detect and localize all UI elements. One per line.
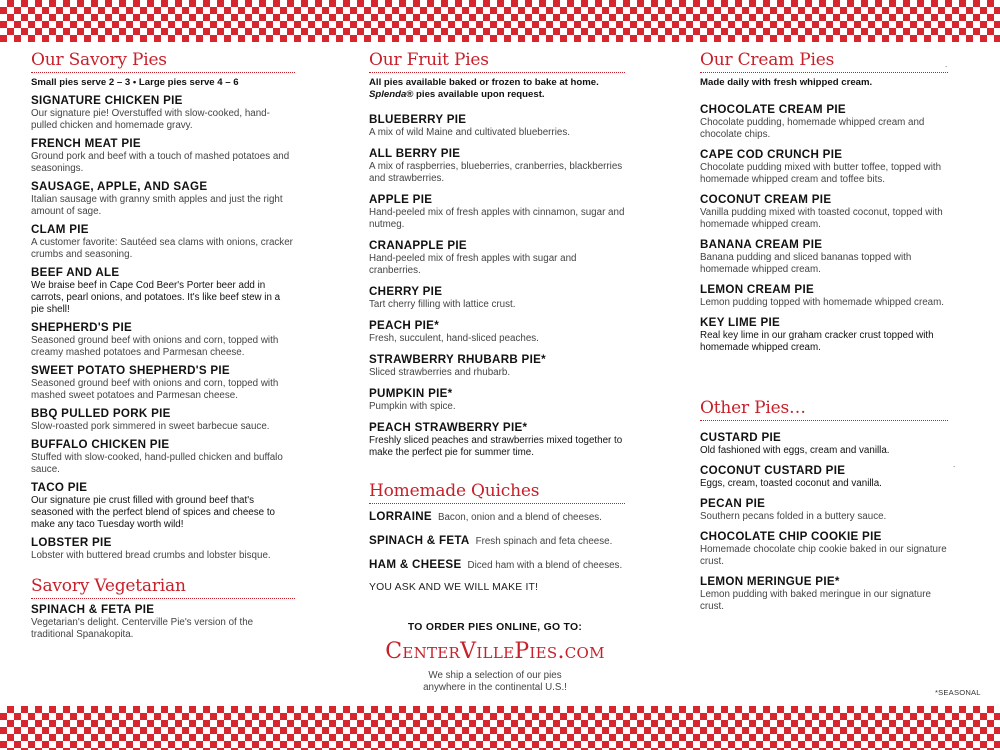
menu-item-description: We braise beef in Cape Cod Beer's Porter beer add in carrots, pearl onions, and potatoes. It's like beef stew in a pie shell! [31,280,281,315]
menu-item [369,239,625,277]
menu-item-description: Lobster with buttered bread crumbs and lobster bisque. [31,550,271,561]
menu-item-description: Fresh, succulent, hand-sliced peaches. [369,333,539,344]
menu-item [31,481,295,531]
menu-item [31,364,295,402]
fruit-note-line2: ® pies available upon request. [406,89,545,100]
menu-item-name: COCONUT CUSTARD PIE [700,464,846,477]
ask-line: YOU ASK AND WE WILL MAKE IT! [369,582,539,593]
menu-item [369,113,625,139]
menu-item [31,603,295,641]
menu-item-name: BBQ PULLED PORK PIE [31,407,171,420]
menu-item-name: STRAWBERRY RHUBARB PIE* [369,353,546,366]
menu-item-description: Our signature pie! Overstuffed with slow-cooked, hand-pulled chicken and homemade gravy. [31,108,270,131]
shipping-line-1: We ship a selection of our pies [428,670,562,681]
menu-item-description: Ground pork and beef with a touch of mashed potatoes and seasonings. [31,151,290,174]
menu-item-description: Real key lime in our graham cracker crust topped with homemade whipped cream. [700,330,934,353]
menu-item-name: KEY LIME PIE [700,316,781,329]
menu-item-name: PECAN PIE [700,497,766,510]
menu-item-description: Pumpkin with spice. [369,401,456,412]
quiche-name: LORRAINE [369,510,432,523]
menu-item-description: Lemon pudding topped with homemade whipped cream. [700,297,944,308]
section-title-fruit: Our Fruit Pies [369,50,625,73]
menu-item-description: Southern pecans folded in a buttery sauce. [700,511,887,522]
menu-item-name: SPINACH & FETA PIE [31,603,155,616]
menu-item-description: Chocolate pudding, homemade whipped cream and chocolate chips. [700,117,925,140]
menu-item [700,148,948,186]
menu-item-name: APPLE PIE [369,193,433,206]
menu-item-description: Lemon pudding with baked meringue in our signature crust. [700,589,931,612]
menu-item-name: TACO PIE [31,481,88,494]
menu-item [700,193,948,231]
quiche-list [369,510,625,573]
quiche-item [369,510,625,525]
menu-item [369,353,625,379]
menu-item-name: CHOCOLATE CREAM PIE [700,103,846,116]
menu-item-name: CHOCOLATE CHIP COOKIE PIE [700,530,882,543]
menu-item-name: BANANA CREAM PIE [700,238,823,251]
menu-item [31,137,295,175]
menu-item-name: SAUSAGE, APPLE, AND SAGE [31,180,208,193]
menu-item-description: Seasoned ground beef with onions and corn, topped with mashed sweet potatoes and Parmesan cheese. [31,378,279,401]
menu-item-name: CHERRY PIE [369,285,443,298]
menu-item [700,530,948,568]
menu-item-name: BEEF AND ALE [31,266,120,279]
column-fruit [369,50,625,593]
menu-item-name: FRENCH MEAT PIE [31,137,141,150]
menu-item [31,321,295,359]
quiche-name: SPINACH & FETA [369,534,470,547]
menu-item-description: Hand-peeled mix of fresh apples with sugar and cranberries. [369,253,577,276]
order-online-block [370,622,620,694]
menu-item [700,238,948,276]
menu-item-name: CAPE COD CRUNCH PIE [700,148,843,161]
menu-item-description: A mix of wild Maine and cultivated blueberries. [369,127,570,138]
menu-item-description: Freshly sliced peaches and strawberries mixed together to make the perfect pie for summer time. [369,435,623,458]
order-online-line: TO ORDER PIES ONLINE, GO TO: [407,622,583,633]
menu-item [31,94,295,132]
splenda-label: Splenda [369,89,407,100]
menu-item [31,180,295,218]
menu-item [369,421,625,459]
website-link[interactable]: CenterVillePies.com [385,639,605,664]
section-title-vegetarian: Savory Vegetarian [31,576,295,599]
menu-item [31,266,295,316]
menu-item-name: CRANAPPLE PIE [369,239,467,252]
menu-item-name: LEMON CREAM PIE [700,283,815,296]
menu-item-description: Slow-roasted pork simmered in sweet barbecue sauce. [31,421,270,432]
menu-item [31,536,295,562]
cream-note: Made daily with fresh whipped cream. [700,77,873,88]
menu-item-name: SWEET POTATO SHEPHERD'S PIE [31,364,230,377]
menu-item [31,438,295,476]
menu-item-name: SHEPHERD'S PIE [31,321,133,334]
menu-item [700,497,948,523]
cream-list [700,103,948,354]
vegetarian-list [31,603,295,641]
menu-item-description: Chocolate pudding mixed with butter toffee, topped with homemade whipped cream and toffee bits. [700,162,942,185]
menu-item-description: Eggs, cream, toasted coconut and vanilla. [700,478,882,489]
menu-item-description: Homemade chocolate chip cookie baked in our signature crust. [700,544,947,567]
menu-item-description: Old fashioned with eggs, cream and vanilla. [700,445,890,456]
menu-item [369,387,625,413]
menu-item [369,319,625,345]
menu-item-name: CUSTARD PIE [700,431,782,444]
quiche-description: Diced ham with a blend of cheeses. [467,560,623,571]
fruit-note [369,77,625,101]
quiche-description: Bacon, onion and a blend of cheeses. [437,512,602,523]
menu-item-name: BLUEBERRY PIE [369,113,467,126]
menu-item-description: Vegetarian's delight. Centerville Pie's version of the traditional Spanakopita. [31,617,254,640]
menu-item-name: PUMPKIN PIE* [369,387,453,400]
menu-item-description: Seasoned ground beef with onions and corn, topped with creamy mashed potatoes and Parmesan cheese. [31,335,279,358]
section-title-other: Other Pies… [700,398,948,421]
menu-item-description: A mix of raspberries, blueberries, cranberries, blackberries and strawberries. [369,161,623,184]
menu-item-name: PEACH STRAWBERRY PIE* [369,421,528,434]
menu-item-name: BUFFALO CHICKEN PIE [31,438,170,451]
section-title-savory: Our Savory Pies [31,50,295,73]
checkered-border-bottom [0,706,1000,750]
menu-item [369,147,625,185]
menu-item-description: Italian sausage with granny smith apples and just the right amount of sage. [31,194,283,217]
menu-item [700,316,948,354]
column-cream [700,50,948,620]
menu-item [700,464,948,490]
menu-item [700,283,948,309]
quiche-description: Fresh spinach and feta cheese. [475,536,613,547]
menu-item-name: PEACH PIE* [369,319,440,332]
menu-item [700,431,948,457]
menu-item-name: ALL BERRY PIE [369,147,461,160]
menu-item-description: Tart cherry filling with lattice crust. [369,299,516,310]
section-title-quiches: Homemade Quiches [369,481,625,504]
fruit-note-line1: All pies available baked or frozen to bake at home. [369,77,599,88]
seasonal-footnote: *SEASONAL [935,688,981,697]
decorative-dot: . [945,60,948,69]
menu-item-name: SIGNATURE CHICKEN PIE [31,94,183,107]
menu-item-name: CLAM PIE [31,223,89,236]
menu-item-description: Vanilla pudding mixed with toasted coconut, topped with homemade whipped cream. [700,207,943,230]
quiche-name: HAM & CHEESE [369,558,462,571]
menu-item-name: COCONUT CREAM PIE [700,193,832,206]
menu-item-description: Sliced strawberries and rhubarb. [369,367,511,378]
menu-item [369,193,625,231]
column-savory [31,50,295,646]
menu-item-description: Our signature pie crust filled with ground beef that's seasoned with the perfect blend of spices and cheese to make any taco Tuesday worth wild! [31,495,275,530]
section-title-cream: Our Cream Pies [700,50,948,73]
menu-item [700,575,948,613]
quiche-item [369,534,625,549]
fruit-list [369,113,625,459]
menu-item [369,285,625,311]
menu-item [31,407,295,433]
other-list [700,431,948,613]
quiche-item [369,558,625,573]
decorative-dot: . [953,460,956,469]
menu-item-description: Hand-peeled mix of fresh apples with cinnamon, sugar and nutmeg. [369,207,625,230]
menu-item [700,103,948,141]
savory-list [31,94,295,562]
menu-item-name: LOBSTER PIE [31,536,112,549]
serving-note: Small pies serve 2 – 3 • Large pies serve 4 – 6 [31,77,239,88]
menu-item-description: Banana pudding and sliced bananas topped with homemade whipped cream. [700,252,912,275]
checkered-border-top [0,0,1000,42]
menu-item-name: LEMON MERINGUE PIE* [700,575,840,588]
menu-item [31,223,295,261]
menu-item-description: A customer favorite: Sautéed sea clams with onions, cracker crumbs and seasoning. [31,237,293,260]
menu-item-description: Stuffed with slow-cooked, hand-pulled chicken and buffalo sauce. [31,452,283,475]
shipping-line-2: anywhere in the continental U.S.! [423,682,567,693]
